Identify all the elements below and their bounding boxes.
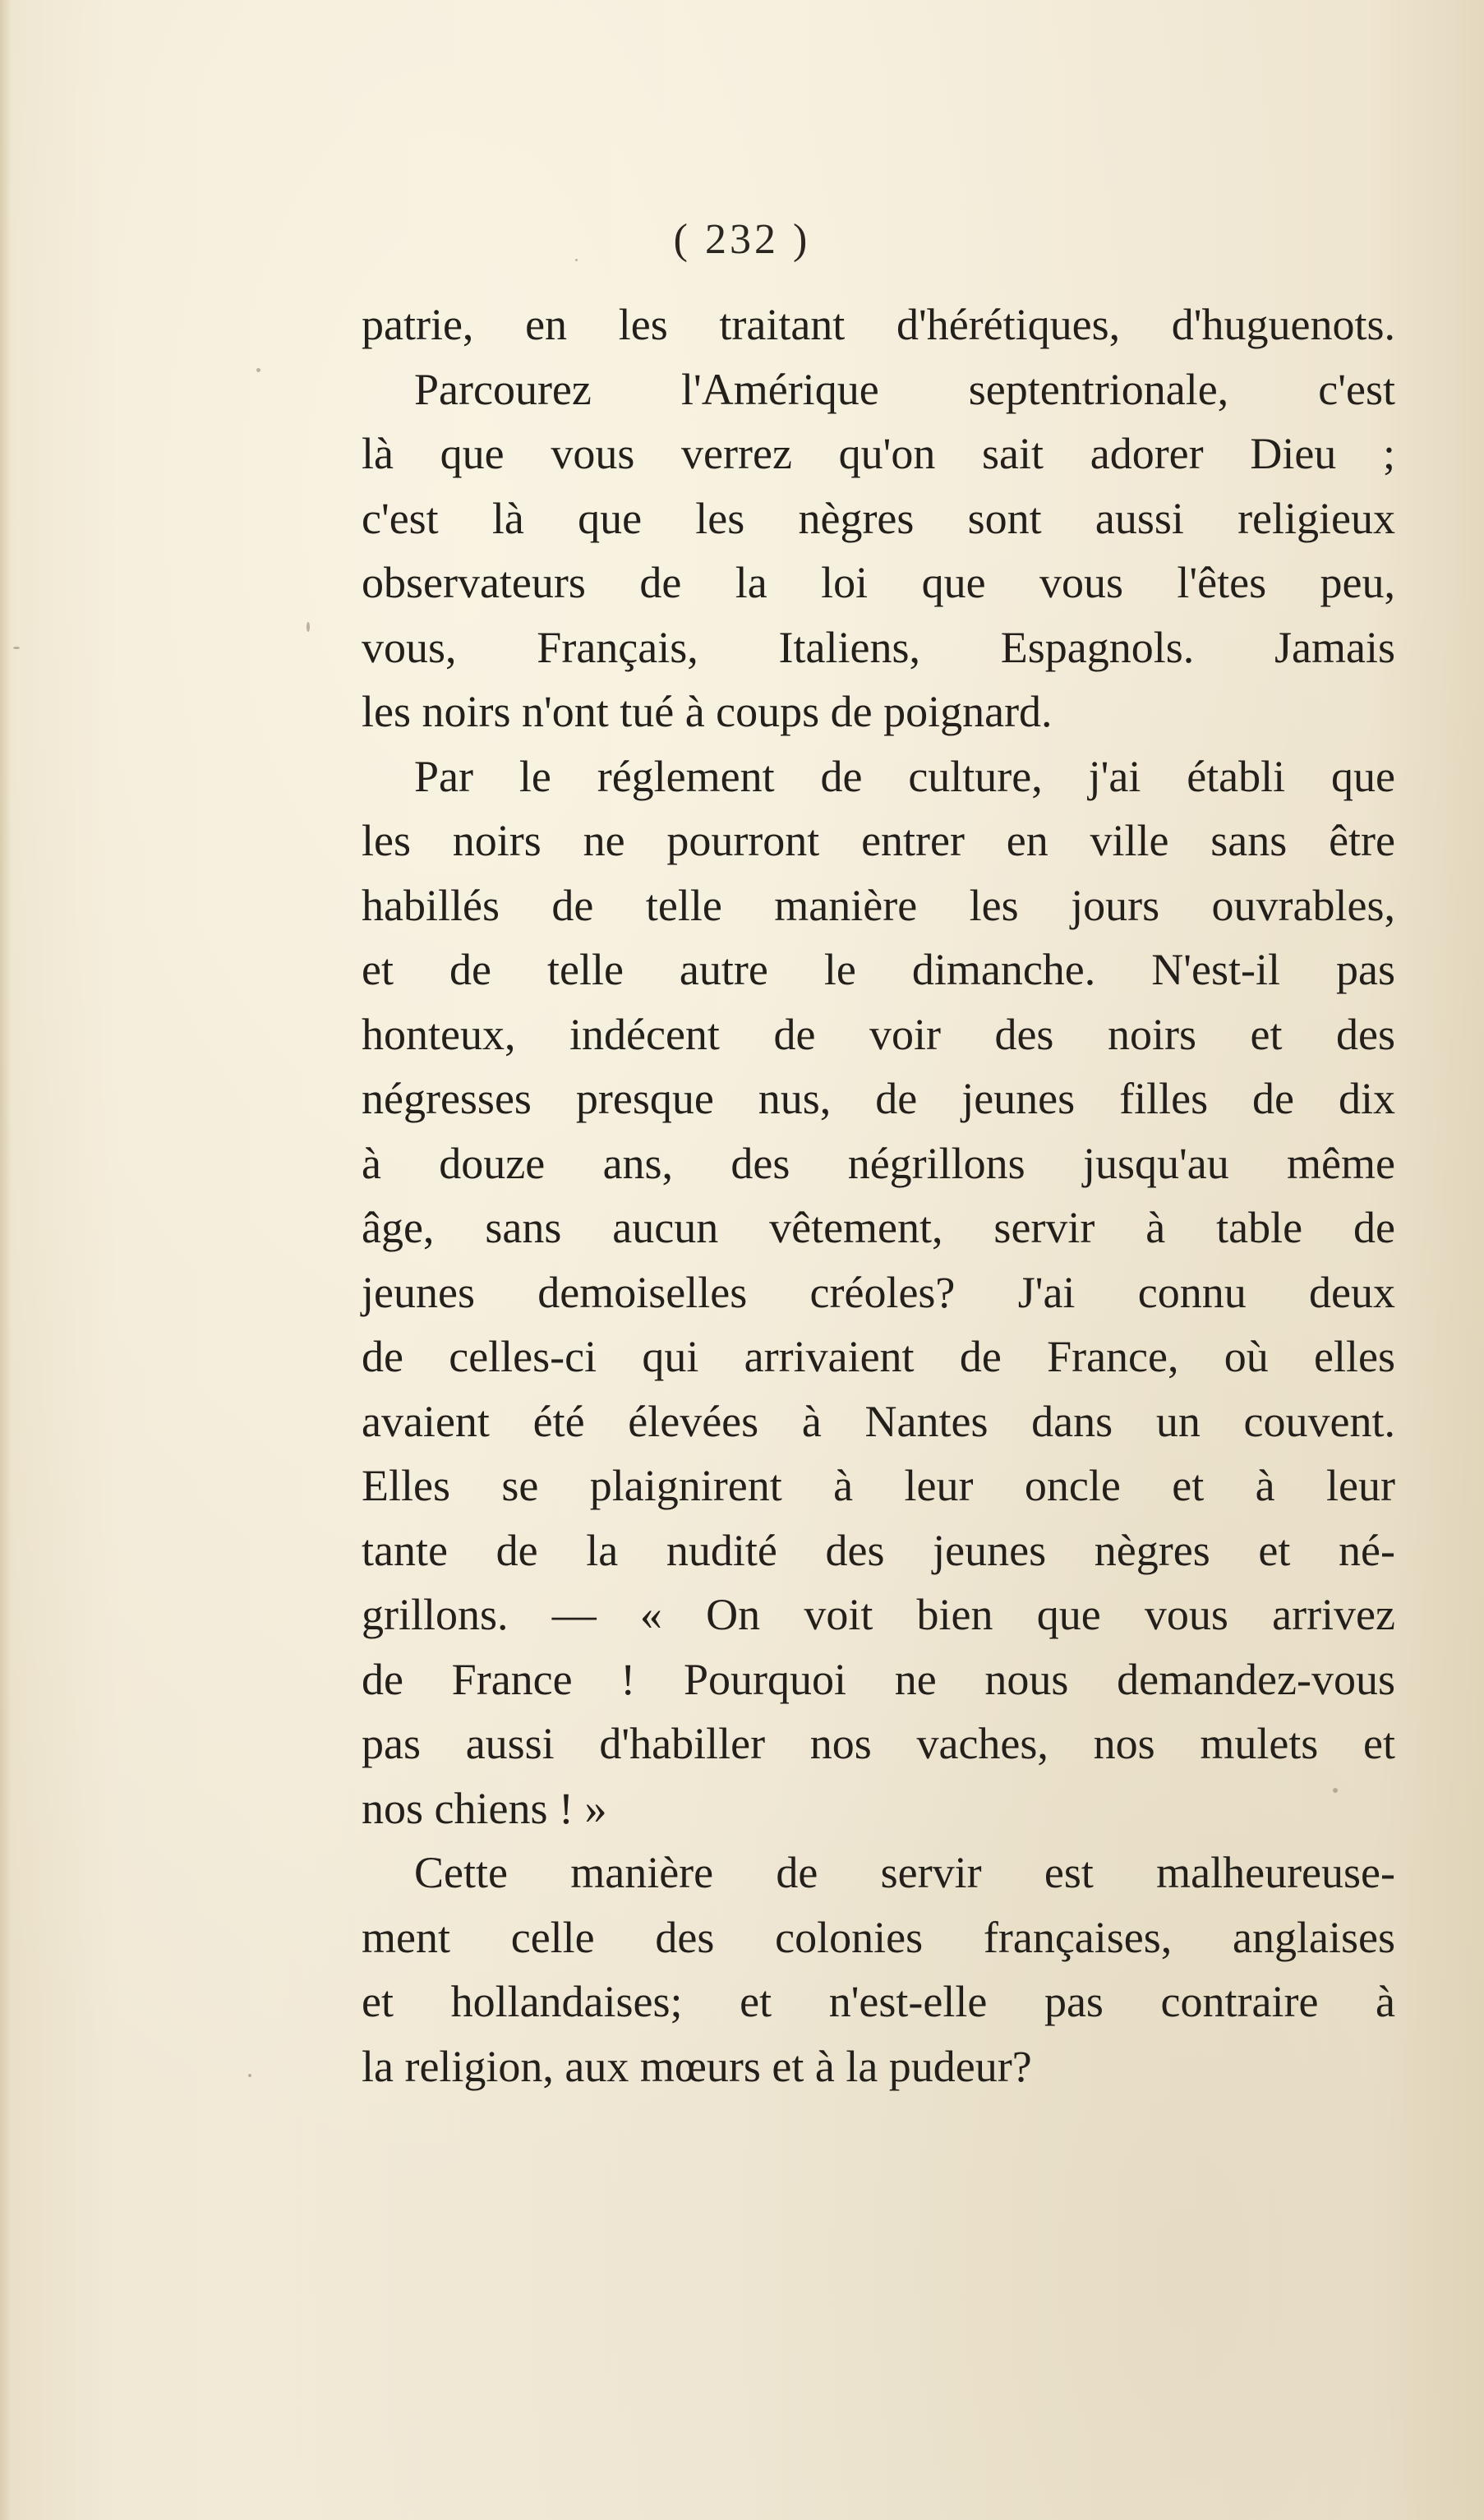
text-line-25: Cette manière de servir est malheureuse- (414, 1848, 1395, 1897)
text-line-13: négresses presque nus, de jeunes filles de dix (362, 1074, 1395, 1123)
text-line-19: Elles se plaignirent à leur oncle et à leur (362, 1461, 1395, 1510)
text-line-1: patrie, en les traitant d'hérétiques, d'huguenots. (362, 300, 1395, 349)
page-edge-shadow (0, 0, 12, 2520)
text-line-26: ment celle des colonies françaises, anglaises (362, 1912, 1395, 1962)
text-line-24: nos chiens ! » (362, 1783, 607, 1833)
text-line-14: à douze ans, des négrillons jusqu'au même (362, 1138, 1395, 1188)
text-line-20: tante de la nudité des jeunes nègres et né- (362, 1525, 1395, 1575)
paper-speck (256, 368, 260, 372)
text-line-16: jeunes demoiselles créoles? J'ai connu deux (362, 1267, 1395, 1317)
paper-speck (248, 2074, 251, 2077)
text-line-22: de France ! Pourquoi ne nous demandez-vous (362, 1654, 1395, 1704)
text-line-18: avaient été élevées à Nantes dans un couvent. (362, 1396, 1395, 1446)
text-line-7: les noirs n'ont tué à coups de poignard. (362, 687, 1053, 736)
text-line-27: et hollandaises; et n'est-elle pas contraire à (362, 1977, 1395, 2026)
body-text (362, 293, 1395, 2098)
paper-speck (13, 647, 20, 649)
text-line-11: et de telle autre le dimanche. N'est-il pas (362, 945, 1395, 994)
text-line-21: grillons. — « On voit bien que vous arrivez (362, 1590, 1395, 1639)
text-line-3: là que vous verrez qu'on sait adorer Dieu ; (362, 429, 1395, 478)
text-line-8: Par le réglement de culture, j'ai établi que (414, 751, 1395, 801)
paper-speck (575, 259, 578, 261)
text-line-2: Parcourez l'Amérique septentrionale, c'est (414, 364, 1395, 414)
text-line-6: vous, Français, Italiens, Espagnols. Jamais (362, 622, 1395, 672)
text-line-15: âge, sans aucun vêtement, servir à table de (362, 1203, 1395, 1252)
page-number: ( 232 ) (673, 216, 811, 263)
text-line-28: la religion, aux mœurs et à la pudeur? (362, 2041, 1032, 2091)
text-line-12: honteux, indécent de voir des noirs et des (362, 1009, 1395, 1059)
text-line-23: pas aussi d'habiller nos vaches, nos mulets et (362, 1719, 1395, 1768)
paper-speck (306, 622, 310, 632)
paper-speck (1333, 1788, 1338, 1793)
text-line-5: observateurs de la loi que vous l'êtes peu, (362, 558, 1395, 607)
text-line-17: de celles-ci qui arrivaient de France, où elles (362, 1332, 1395, 1381)
text-line-10: habillés de telle manière les jours ouvrables, (362, 880, 1395, 930)
text-line-4: c'est là que les nègres sont aussi religieux (362, 493, 1395, 543)
text-line-9: les noirs ne pourront entrer en ville sans être (362, 816, 1395, 865)
